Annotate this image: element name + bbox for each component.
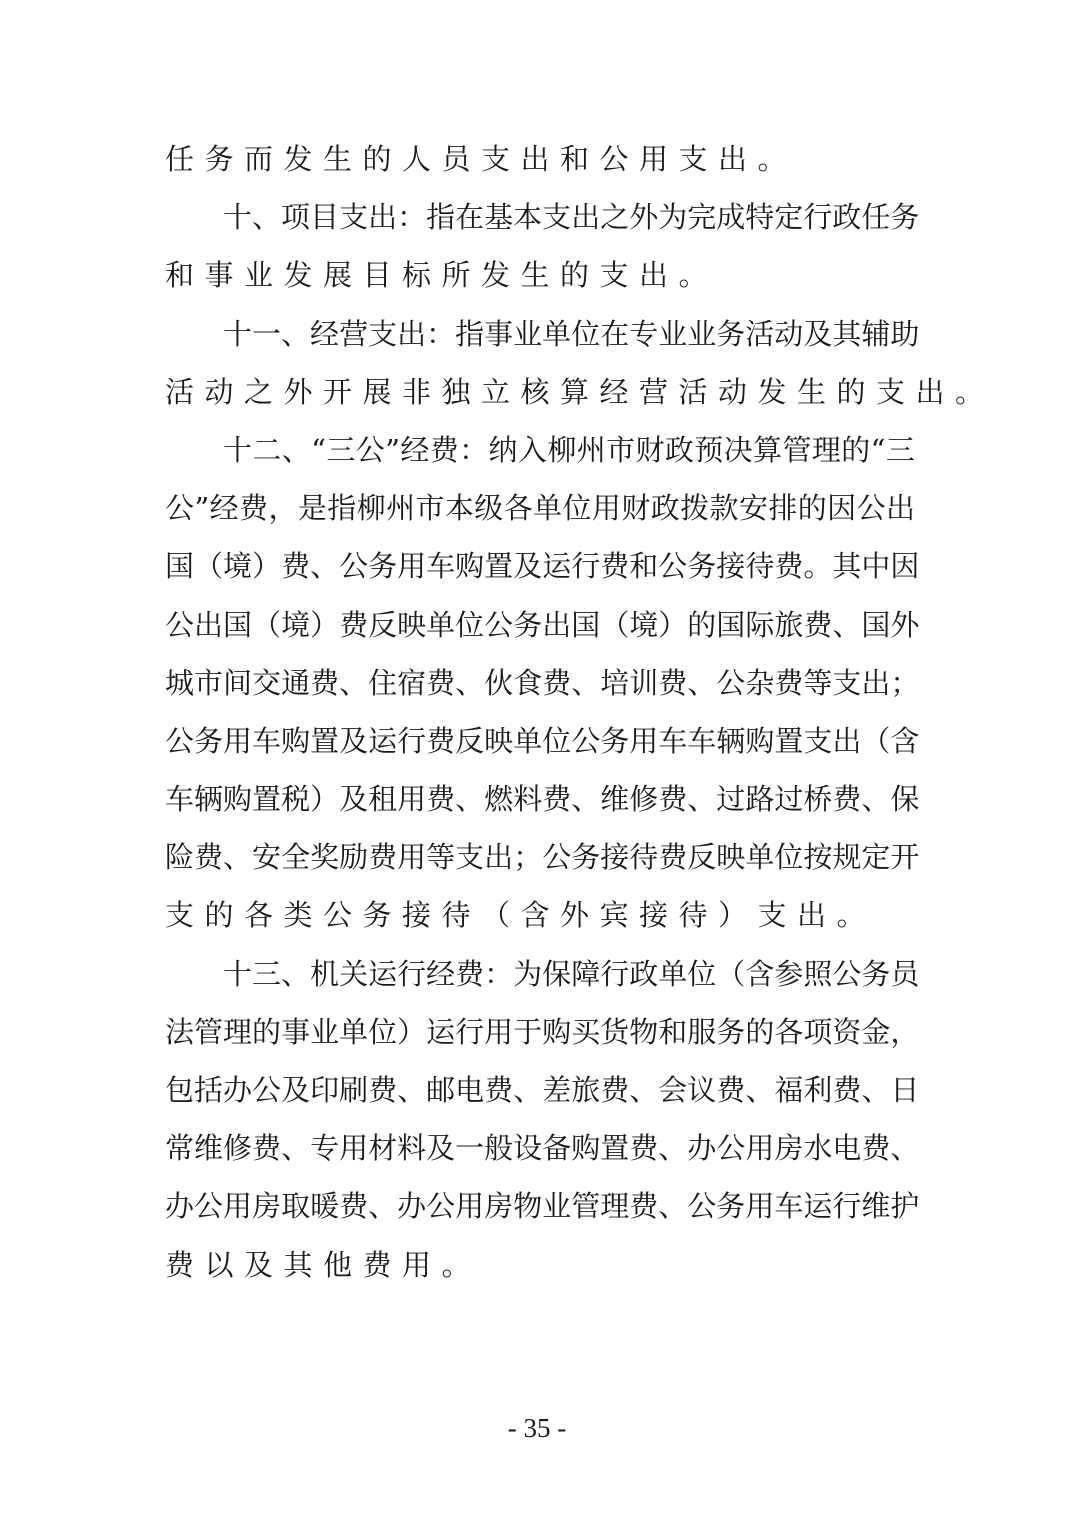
text-line: 险 费 、 安 全 奖 励 费 用 等 支 出 ； 公 务 接 待 费 反 映 单 位 按 规 定 开 [165, 840, 920, 875]
text-line: 公 务 用 车 购 置 及 运 行 费 反 映 单 位 公 务 用 车 车 辆 购 置 支 出 （ 含 [165, 723, 920, 758]
text-line: 十 一 、 经 营 支 出 ： 指 事 业 单 位 在 专 业 业 务 活 动 及 其 辅 助 [223, 316, 920, 351]
text-line: 法 管 理 的 事 业 单 位 ） 运 行 用 于 购 买 货 物 和 服 务 的 各 项 资 金 ， [165, 1014, 920, 1049]
text-line: 十 三 、 机 关 运 行 经 费 ： 为 保 障 行 政 单 位 （ 含 参 照 公 务 员 [223, 956, 920, 991]
text-line: 任务而发生的人员支出和公用支出。 [165, 142, 798, 176]
text-line: 国 （ 境 ） 费 、 公 务 用 车 购 置 及 运 行 费 和 公 务 接 待 费 。 其 中 因 [165, 549, 920, 584]
text-line: 和事业发展目标所发生的支出。 [165, 258, 719, 293]
text-line: 公 出 国 （ 境 ） 费 反 映 单 位 公 务 出 国 （ 境 ） 的 国 际 旅 费 、 国 外 [165, 607, 920, 642]
text-line: 城 市 间 交 通 费 、 住 宿 费 、 伙 食 费 、 培 训 费 、 公 杂 费 等 支 出 ； [165, 665, 920, 700]
text-line: 十 、 项 目 支 出 ： 指 在 基 本 支 出 之 外 为 完 成 特 定 行 政 任 务 [223, 200, 920, 235]
page-number: - 35 - [507, 1413, 567, 1443]
text-line: 车 辆 购 置 税 ） 及 租 用 费 、 燃 料 费 、 维 修 费 、 过 路 过 桥 费 、 保 [165, 782, 920, 817]
text-line: 十 二 、 “ 三 公 ” 经 费 ： 纳 入 柳 州 市 财 政 预 决 算 管 理 的 “ 三 [223, 432, 915, 467]
text-line: 包 括 办 公 及 印 刷 费 、 邮 电 费 、 差 旅 费 、 会 议 费 、 福 利 费 、 日 [165, 1073, 920, 1107]
text-line: 常 维 修 费 、 专 用 材 料 及 一 般 设 备 购 置 费 、 办 公 用 房 水 电 费 、 [165, 1131, 920, 1166]
text-line: 公 ” 经 费 ， 是 指 柳 州 市 本 级 各 单 位 用 财 政 拨 款 安 排 的 因 公 出 [165, 491, 915, 526]
text-line: 支的各类公务接待（含外宾接待）支出。 [165, 898, 877, 933]
text-line: 活动之外开展非独立核算经营活动发生的支出。 [165, 374, 995, 409]
document-body [165, 130, 995, 1294]
text-line: 办 公 用 房 取 暖 费 、 办 公 用 房 物 业 管 理 费 、 公 务 用 车 运 行 维 护 [165, 1189, 920, 1224]
text-line: 费以及其他费用。 [165, 1247, 482, 1282]
